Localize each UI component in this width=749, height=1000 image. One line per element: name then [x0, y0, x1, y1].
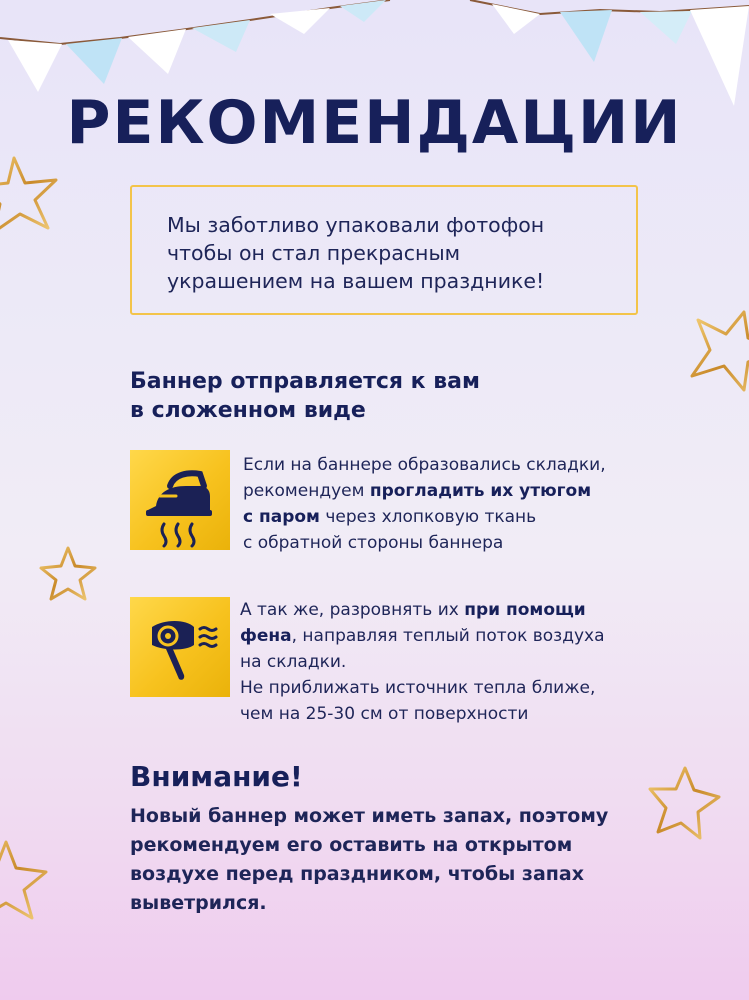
star-icon	[692, 312, 749, 390]
section-heading: Баннер отправляется к вам в сложенном виде	[130, 369, 481, 423]
bunting-flag	[192, 20, 250, 52]
intro-box	[130, 185, 638, 315]
page-title: РЕКОМЕНДАЦИИ	[66, 88, 683, 158]
star-icon	[41, 548, 95, 599]
dryer-tip-icon-box	[130, 597, 230, 697]
intro-line: чтобы он стал прекрасным	[167, 241, 461, 265]
bunting-flag	[340, 0, 386, 22]
intro-line: украшением на вашем празднике!	[167, 269, 545, 293]
hair-dryer-icon	[130, 597, 230, 697]
dryer-tip-text: А так же, разровнять их при помощи фена, направляя теплый поток воздуха на складки. Не приближать источник тепла ближе, чем на 25-30 см от поверхности	[240, 600, 605, 724]
steam-iron-icon	[130, 450, 230, 550]
iron-tip-text: Если на баннере образовались складки, рекомендуем прогладить их утюгом с паром через хлопковую ткань с обратной стороны баннера	[243, 455, 606, 553]
intro-line: Мы заботливо упаковали фотофон	[167, 213, 545, 237]
warning-text: Новый баннер может иметь запах, поэтому рекомендуем его оставить на открытом воздухе перед праздником, чтобы запах выветрился.	[130, 805, 609, 914]
iron-tip-icon-box	[130, 450, 230, 550]
bunting-flag	[640, 11, 692, 44]
bunting-flag	[66, 38, 122, 84]
star-icon	[650, 768, 719, 838]
bunting-flag	[270, 8, 330, 34]
star-icon	[0, 842, 46, 918]
bunting-flag	[560, 10, 612, 62]
star-icon	[0, 158, 56, 232]
warning-title: Внимание!	[130, 760, 303, 793]
bunting-flag	[8, 40, 62, 92]
